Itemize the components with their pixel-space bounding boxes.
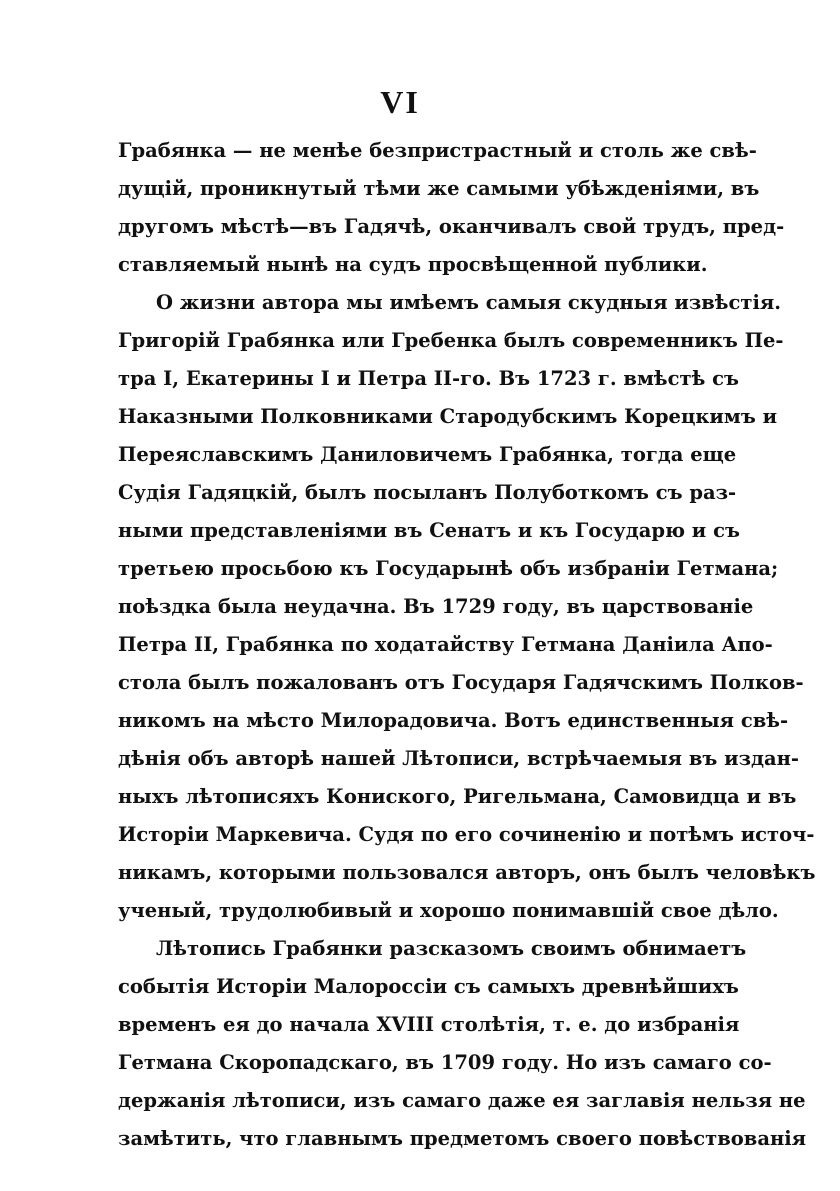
text-line: стола былъ пожалованъ отъ Государя Гадячскимъ Полков- <box>118 671 804 694</box>
text-line: ными представленіями въ Сенатъ и къ Государю и съ <box>118 519 740 542</box>
text-line: третьею просьбою къ Государынѣ объ избраніи Гетмана; <box>118 557 779 580</box>
text-line: никамъ, которыми пользовался авторъ, онъ былъ человѣкъ <box>118 861 816 884</box>
text-line: замѣтить, что главнымъ предметомъ своего повѣствованія <box>118 1127 807 1150</box>
text-line: ученый, трудолюбивый и хорошо понимавшій свое дѣло. <box>118 899 779 922</box>
page-number: VI <box>380 84 420 120</box>
text-line: поѣздка была неудачна. Въ 1729 году, въ царствованіе <box>118 595 754 618</box>
text-line: Наказными Полковниками Стародубскимъ Корецкимъ и <box>118 405 778 428</box>
text-line: временъ ея до начала XVIII столѣтія, т. е. до избранія <box>118 1013 740 1036</box>
text-line: Лѣтопись Грабянки разсказомъ своимъ обнимаетъ <box>156 937 747 960</box>
text-line: Исторіи Маркевича. Судя по его сочиненію и потѣмъ источ- <box>118 823 815 846</box>
text-line: ставляемый нынѣ на судъ просвѣщенной публики. <box>118 253 708 276</box>
text-line: никомъ на мѣсто Милорадовича. Вотъ единственныя свѣ- <box>118 709 789 732</box>
text-line: Петра II, Грабянка по ходатайству Гетмана Даніила Апо- <box>118 633 773 656</box>
text-line: Григорій Грабянка или Гребенка былъ современникъ Пе- <box>118 329 784 352</box>
text-line: другомъ мѣстѣ—въ Гадячѣ, оканчивалъ свой трудъ, пред- <box>118 215 785 238</box>
text-line: Гетмана Скоропадскаго, въ 1709 году. Но изъ самаго со- <box>118 1051 772 1074</box>
text-line: ныхъ лѣтописяхъ Кониского, Ригельмана, Самовидца и въ <box>118 785 797 808</box>
text-line: дущій, проникнутый тѣми же самыми убѣжденіями, въ <box>118 177 760 200</box>
text-line: Грабянка — не менѣе безпристрастный и столь же свѣ- <box>118 139 757 162</box>
text-line: Судія Гадяцкій, былъ посыланъ Полуботкомъ съ раз- <box>118 481 737 504</box>
text-line: держанія лѣтописи, изъ самаго даже ея заглавія нельзя не <box>118 1089 806 1112</box>
body-text <box>118 132 816 1158</box>
text-line: тра I, Екатерины I и Петра II-го. Въ 1723 г. вмѣстѣ съ <box>118 367 739 390</box>
text-line: дѣнія объ авторѣ нашей Лѣтописи, встрѣчаемыя въ издан- <box>118 747 800 770</box>
text-line: Переяславскимъ Даниловичемъ Грабянка, тогда еще <box>118 443 737 466</box>
text-line: О жизни автора мы имѣемъ самыя скудныя извѣстія. <box>156 291 782 314</box>
text-line: событія Исторіи Малороссіи съ самыхъ древнѣйшихъ <box>118 975 739 998</box>
